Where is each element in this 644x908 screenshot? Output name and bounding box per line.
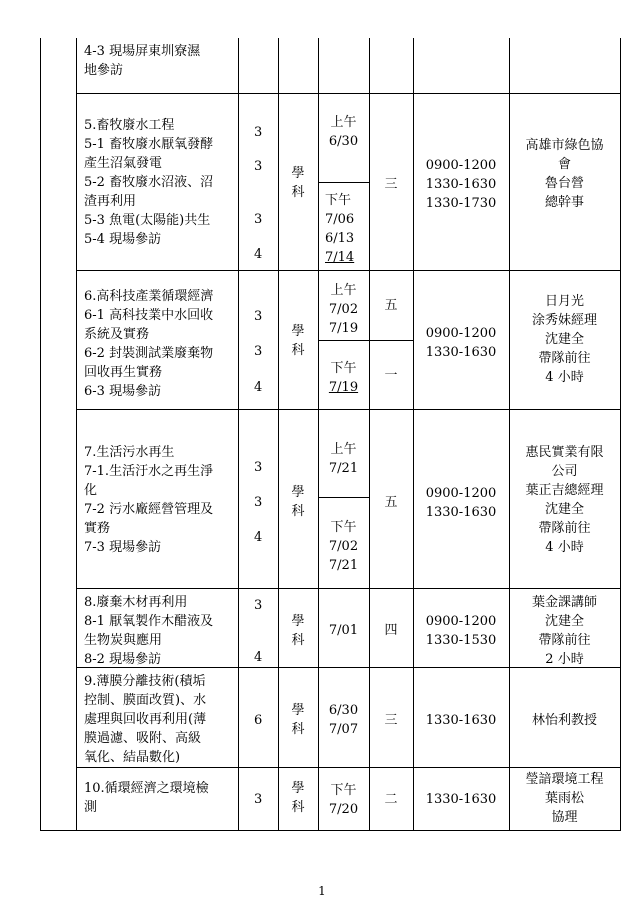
hours-value: 4	[254, 380, 263, 395]
instructor-line: 葉雨松	[544, 791, 584, 806]
time-value: 1330-1530	[425, 633, 497, 648]
date-cell	[318, 621, 369, 640]
weekday-sub-divider	[369, 340, 414, 341]
course-line: 回收再生實務	[84, 365, 163, 380]
course-line: 7.生活污水再生	[84, 445, 175, 460]
time-value: 1330-1630	[425, 713, 497, 728]
course-line: 測	[84, 800, 98, 815]
page-number: 1	[318, 884, 326, 898]
date-value: 6/30	[328, 703, 359, 718]
instructor-line: 帶隊前往	[538, 521, 591, 536]
instructor-line: 魯台營	[544, 176, 584, 191]
type-cell: 學 科	[291, 324, 305, 358]
weekday-cell: 二	[384, 792, 398, 807]
hours-value: 3	[254, 344, 263, 359]
period-label: 上午	[330, 115, 357, 130]
row-divider	[76, 409, 621, 410]
course-line: 氧化、結晶數化)	[84, 750, 181, 765]
date-value: 7/14	[325, 250, 355, 265]
date-sub-divider	[318, 497, 370, 498]
course-line: 10.循環經濟之環境檢	[84, 781, 209, 796]
column-divider	[76, 38, 77, 831]
course-line: 6-2 封裝測試業廢棄物	[84, 346, 214, 361]
course-line: 8.廢棄木材再利用	[84, 595, 188, 610]
course-line: 7-2 污水廠經營管理及	[84, 502, 214, 517]
hours-value: 3	[254, 598, 263, 613]
course-line: 8-2 現場參訪	[84, 652, 162, 667]
course-line: 6-1 高科技業中水回收	[84, 308, 214, 323]
course-line: 5.畜牧廢水工程	[84, 118, 175, 133]
instructor-line: 涂秀妹經理	[531, 313, 597, 328]
instructor-line: 葉正吉總經理	[525, 483, 604, 498]
time-cell	[413, 324, 509, 362]
date-value: 6/13	[325, 231, 355, 246]
course-line: 實務	[84, 521, 111, 536]
time-value: 0900-1200	[425, 486, 497, 501]
weekday-cell: 三	[384, 177, 398, 192]
time-value: 1330-1730	[425, 196, 497, 211]
weekday-cell: 五	[384, 298, 398, 313]
hours-value: 3	[254, 460, 263, 475]
row-divider	[76, 767, 621, 768]
period-label: 下午	[330, 783, 357, 798]
course-cell	[84, 287, 213, 401]
hours-value: 3	[254, 125, 263, 140]
instructor-line: 惠民實業有限	[525, 445, 604, 460]
instructor-line: 公司	[551, 464, 578, 479]
instructor-cell	[509, 593, 620, 669]
time-value: 1330-1630	[425, 345, 497, 360]
instructor-line: 瑩諳環境工程	[525, 772, 604, 787]
course-line: 產生沼氣發電	[84, 156, 163, 171]
instructor-line: 高雄市綠色協	[525, 138, 604, 153]
time-value: 1330-1630	[425, 177, 497, 192]
course-line: 8-1 厭氧製作木醋液及	[84, 614, 214, 629]
course-cell	[84, 42, 200, 80]
course-line: 4-3 現場屏東圳寮濕	[84, 44, 201, 59]
instructor-line: 葉金課講師	[531, 595, 597, 610]
type-cell: 學 科	[291, 703, 305, 737]
date-value: 7/01	[328, 623, 359, 638]
course-cell	[84, 672, 206, 767]
date-cell	[318, 440, 369, 478]
date-value: 7/07	[328, 722, 359, 737]
course-line: 系統及實務	[84, 327, 150, 342]
instructor-line: 日月光	[544, 294, 584, 309]
date-cell	[318, 281, 369, 338]
course-line: 6.高科技產業循環經濟	[84, 289, 214, 304]
hours-value: 3	[254, 212, 263, 227]
time-value: 0900-1200	[425, 326, 497, 341]
course-cell	[84, 593, 213, 669]
instructor-line: 沈建全	[544, 332, 584, 347]
type-cell: 學 科	[291, 485, 305, 519]
instructor-cell	[509, 443, 620, 557]
instructor-line: 帶隊前往	[538, 633, 591, 648]
date-value: 7/06	[325, 212, 355, 227]
date-value: 7/02	[328, 539, 359, 554]
date-sub-divider	[318, 182, 370, 183]
course-line: 7-3 現場參訪	[84, 540, 162, 555]
hours-value: 3	[254, 309, 263, 324]
hours-value: 4	[254, 650, 263, 665]
instructor-cell	[509, 136, 620, 212]
row-divider	[76, 588, 621, 589]
course-line: 地參訪	[84, 63, 124, 78]
weekday-cell: 三	[384, 713, 398, 728]
course-line: 9.薄膜分離技術(積垢	[84, 674, 206, 689]
course-line: 6-3 現場參訪	[84, 384, 162, 399]
column-divider	[238, 38, 239, 831]
time-cell	[413, 156, 509, 213]
hours-value: 4	[254, 530, 263, 545]
row-divider	[76, 270, 621, 271]
date-value: 7/19	[328, 321, 359, 336]
table-border-bottom	[40, 830, 621, 831]
instructor-line: 4 小時	[545, 540, 584, 555]
period-label: 下午	[325, 193, 352, 208]
instructor-line: 林怡利教授	[531, 713, 597, 728]
instructor-line: 總幹事	[544, 195, 584, 210]
time-value: 0900-1200	[425, 158, 497, 173]
date-cell	[318, 701, 369, 739]
instructor-line: 沈建全	[544, 502, 584, 517]
time-cell	[413, 790, 509, 809]
instructor-line: 協理	[551, 810, 578, 825]
hours-value: 3	[254, 159, 263, 174]
row-divider	[76, 93, 621, 94]
course-line: 5-1 畜牧廢水厭氧發酵	[84, 137, 214, 152]
table-border-left	[40, 38, 41, 831]
instructor-line: 沈建全	[544, 614, 584, 629]
period-label: 下午	[330, 361, 357, 376]
course-line: 5-4 現場參訪	[84, 232, 162, 247]
course-line: 5-2 畜牧廢水沼液、沼	[84, 175, 214, 190]
period-label: 上午	[330, 283, 357, 298]
course-line: 膜過濾、吸附、高級	[84, 731, 202, 746]
hours-value: 6	[254, 713, 263, 728]
time-cell	[413, 612, 509, 650]
time-cell	[413, 711, 509, 730]
time-value: 1330-1630	[425, 505, 497, 520]
course-cell	[84, 443, 213, 557]
time-value: 0900-1200	[425, 614, 497, 629]
table-border-right	[620, 38, 621, 831]
course-line: 5-3 魚電(太陽能)共生	[84, 213, 211, 228]
instructor-line: 4 小時	[545, 370, 584, 385]
course-line: 控制、膜面改質)、水	[84, 693, 207, 708]
date-cell	[318, 518, 369, 575]
type-cell: 學 科	[291, 614, 305, 648]
course-cell	[84, 116, 213, 249]
date-value: 7/02	[328, 302, 359, 317]
time-value: 1330-1630	[425, 792, 497, 807]
course-line: 生物炭與應用	[84, 633, 163, 648]
date-value: 7/19	[328, 380, 359, 395]
date-value: 7/20	[328, 802, 359, 817]
instructor-line: 帶隊前往	[538, 351, 591, 366]
date-value: 7/21	[328, 461, 359, 476]
hours-value: 4	[254, 247, 263, 262]
date-cell	[318, 113, 369, 151]
period-label: 下午	[330, 520, 357, 535]
instructor-line: 2 小時	[545, 652, 584, 667]
time-cell	[413, 484, 509, 522]
instructor-line: 會	[557, 157, 571, 172]
column-divider	[278, 38, 279, 831]
instructor-cell	[509, 770, 620, 827]
course-line: 處理與回收再利用(薄	[84, 712, 207, 727]
instructor-cell	[509, 711, 620, 730]
instructor-cell	[509, 292, 620, 387]
type-cell: 學 科	[291, 166, 305, 200]
date-cell	[318, 781, 369, 819]
date-cell	[318, 359, 369, 397]
course-cell	[84, 779, 209, 817]
course-line: 7-1.生活汙水之再生淨	[84, 464, 214, 479]
date-value: 7/21	[328, 558, 359, 573]
weekday-cell: 五	[384, 495, 398, 510]
course-line: 渣再利用	[84, 194, 137, 209]
hours-value: 3	[254, 495, 263, 510]
period-label: 上午	[330, 442, 357, 457]
date-cell	[325, 191, 354, 267]
weekday-cell: 四	[384, 623, 398, 638]
hours-value: 3	[254, 792, 263, 807]
course-line: 化	[84, 483, 98, 498]
weekday-cell: 一	[384, 368, 398, 383]
date-sub-divider	[318, 340, 370, 341]
type-cell: 學 科	[291, 781, 305, 815]
date-value: 6/30	[328, 134, 359, 149]
